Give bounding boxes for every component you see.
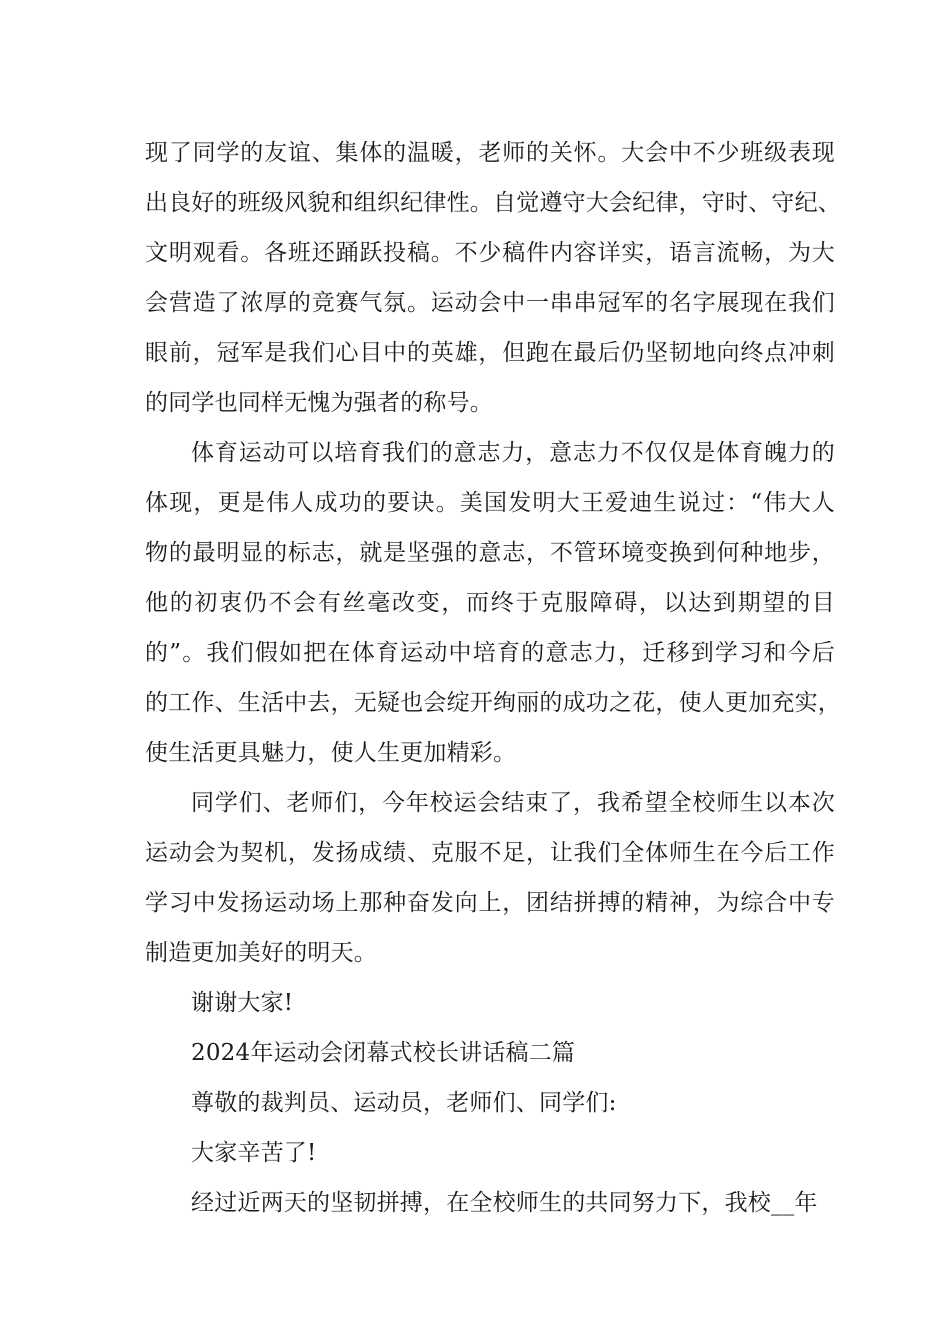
text-line: 的同学也同样无愧为强者的称号。 [145, 390, 493, 416]
text-line: 他的初衷仍不会有丝毫改变，而终于克服障碍，以达到期望的目 [145, 590, 835, 616]
text-line: 谢谢大家! [191, 990, 294, 1016]
text-line: 体现，更是伟人成功的要诀。美国发明大王爱迪生说过：“伟大人 [145, 490, 835, 516]
paragraph [145, 428, 841, 778]
paragraph [145, 778, 835, 978]
text-line: 的工作、生活中去，无疑也会绽开绚丽的成功之花，使人更加充实， [145, 690, 841, 716]
text-line: 体育运动可以培育我们的意志力，意志力不仅仅是体育魄力的 [191, 440, 835, 466]
text-line: 使生活更具魅力，使人生更加精彩。 [145, 740, 517, 766]
text-line: 运动会为契机，发扬成绩、克服不足，让我们全体师生在今后工作 [145, 840, 835, 866]
document-body [145, 128, 841, 1228]
text-line: 物的最明显的标志，就是坚强的意志，不管环境变换到何种地步， [145, 540, 835, 566]
text-line: 经过近两天的坚韧拼搏，在全校师生的共同努力下，我校__年 [191, 1190, 818, 1216]
text-line: 同学们、老师们，今年校运会结束了，我希望全校师生以本次 [191, 790, 835, 816]
paragraph [145, 128, 841, 428]
text-line: 眼前，冠军是我们心目中的英雄，但跑在最后仍坚韧地向终点冲刺 [145, 340, 835, 366]
text-line: 2024年运动会闭幕式校长讲话稿二篇 [191, 1040, 576, 1066]
text-line: 制造更加美好的明天。 [145, 940, 377, 966]
text-line: 会营造了浓厚的竞赛气氛。运动会中一串串冠军的名字展现在我们 [145, 290, 835, 316]
text-line: 学习中发扬运动场上那种奋发向上，团结拼搏的精神，为综合中专 [145, 890, 835, 916]
paragraph [145, 1128, 835, 1178]
text-line: 大家辛苦了! [191, 1140, 317, 1166]
paragraph [145, 1178, 835, 1228]
paragraph [145, 1078, 835, 1128]
text-line: 现了同学的友谊、集体的温暖，老师的关怀。大会中不少班级表现 [145, 140, 835, 166]
paragraph [145, 978, 835, 1028]
paragraph [145, 1028, 835, 1078]
text-line: 的”。我们假如把在体育运动中培育的意志力，迁移到学习和今后 [145, 640, 835, 666]
text-line: 尊敬的裁判员、运动员，老师们、同学们: [191, 1090, 617, 1116]
text-line: 文明观看。各班还踊跃投稿。不少稿件内容详实，语言流畅，为大 [145, 240, 835, 266]
text-line: 出良好的班级风貌和组织纪律性。自觉遵守大会纪律，守时、守纪、 [145, 190, 841, 216]
